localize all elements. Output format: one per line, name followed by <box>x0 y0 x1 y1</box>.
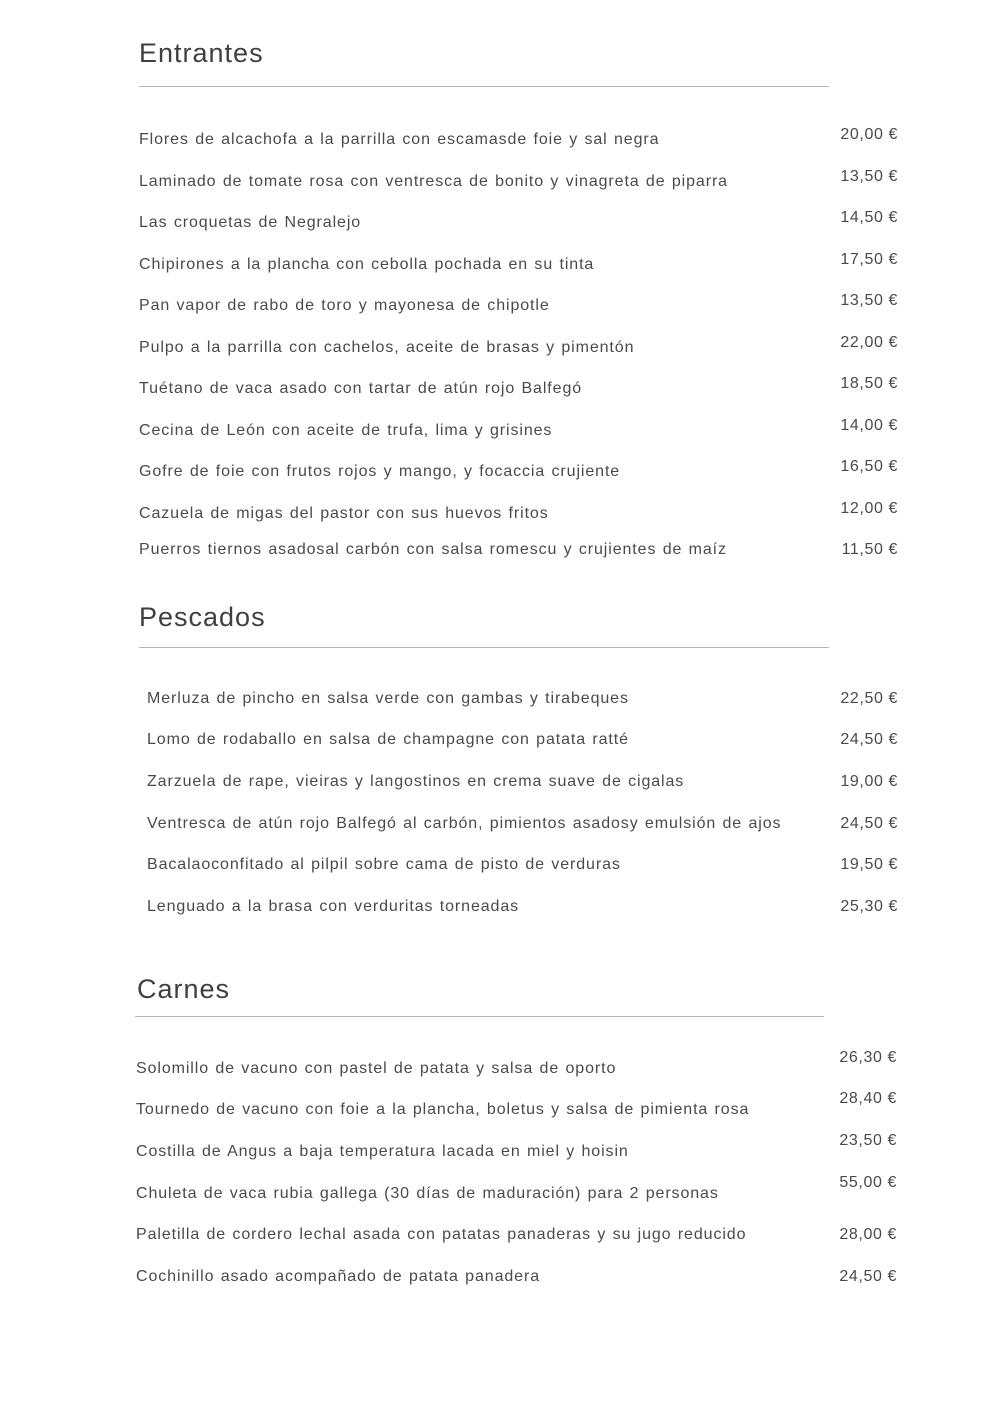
menu-item-name: Puerros tiernos asadosal carbón con salsa romescu y crujientes de maíz <box>139 541 727 558</box>
menu-item-name: Bacalaoconfitado al pilpil sobre cama de pisto de verduras <box>147 856 621 873</box>
menu-item-price: 14,50 € <box>840 209 898 226</box>
menu-item-price: 11,50 € <box>841 541 898 558</box>
menu-item-name: Solomillo de vacuno con pastel de patata y salsa de oporto <box>136 1060 617 1077</box>
menu-item-price: 14,00 € <box>840 417 898 434</box>
menu-item-price: 22,50 € <box>840 690 898 707</box>
menu-item-price: 28,40 € <box>839 1090 897 1107</box>
menu-item-name: Gofre de foie con frutos rojos y mango, y focaccia crujiente <box>139 463 621 480</box>
menu-item-name: Costilla de Angus a baja temperatura lacada en miel y hoisin <box>136 1143 629 1160</box>
menu-item-price: 20,00 € <box>840 126 898 143</box>
menu-item-price: 23,50 € <box>839 1132 897 1149</box>
menu-item-price: 13,50 € <box>840 168 898 185</box>
menu-item-name: Flores de alcachofa a la parrilla con escamasde foie y sal negra <box>139 131 660 148</box>
menu-item-price: 13,50 € <box>840 292 898 309</box>
menu-item-price: 12,00 € <box>840 500 898 517</box>
section-divider <box>139 86 829 87</box>
menu-item-name: Pulpo a la parrilla con cachelos, aceite de brasas y pimentón <box>139 339 635 356</box>
menu-item-name: Ventresca de atún rojo Balfegó al carbón, pimientos asadosy emulsión de ajos <box>147 815 782 832</box>
section-title: Pescados <box>139 602 266 632</box>
menu-item-price: 19,00 € <box>840 773 898 790</box>
menu-item-price: 18,50 € <box>840 375 898 392</box>
menu-item-price: 24,50 € <box>840 815 898 832</box>
menu-item-name: Tuétano de vaca asado con tartar de atún rojo Balfegó <box>139 380 583 397</box>
menu-item-price: 24,50 € <box>839 1268 897 1285</box>
menu-item-name: Lomo de rodaballo en salsa de champagne con patata ratté <box>147 731 629 748</box>
section-divider <box>139 647 829 648</box>
menu-item-name: Cecina de León con aceite de trufa, lima y grisines <box>139 422 553 439</box>
menu-item-price: 16,50 € <box>840 458 898 475</box>
menu-item-price: 19,50 € <box>840 856 898 873</box>
menu-item-name: Las croquetas de Negralejo <box>139 214 362 231</box>
menu-item-price: 25,30 € <box>840 898 898 915</box>
menu-item-name: Cochinillo asado acompañado de patata panadera <box>136 1268 541 1285</box>
menu-item-name: Chipirones a la plancha con cebolla pochada en su tinta <box>139 256 595 273</box>
menu-item-price: 28,00 € <box>839 1226 897 1243</box>
menu-item-price: 17,50 € <box>840 251 898 268</box>
menu-item-name: Zarzuela de rape, vieiras y langostinos en crema suave de cigalas <box>147 773 685 790</box>
section-title: Entrantes <box>139 38 264 68</box>
menu-item-name: Cazuela de migas del pastor con sus huevos fritos <box>139 505 549 522</box>
menu-item-name: Merluza de pincho en salsa verde con gambas y tirabeques <box>147 690 629 707</box>
section-title: Carnes <box>137 974 231 1004</box>
menu-item-price: 22,00 € <box>840 334 898 351</box>
menu-item-name: Paletilla de cordero lechal asada con patatas panaderas y su jugo reducido <box>136 1226 747 1243</box>
menu-item-price: 26,30 € <box>839 1049 897 1066</box>
menu-item-name: Laminado de tomate rosa con ventresca de bonito y vinagreta de piparra <box>139 173 728 190</box>
section-divider <box>135 1016 824 1017</box>
menu-item-name: Tournedo de vacuno con foie a la plancha, boletus y salsa de pimienta rosa <box>136 1101 750 1118</box>
menu-item-price: 55,00 € <box>839 1174 897 1191</box>
menu-item-name: Lenguado a la brasa con verduritas torneadas <box>147 898 520 915</box>
menu-item-price: 24,50 € <box>840 731 898 748</box>
menu-item-name: Pan vapor de rabo de toro y mayonesa de chipotle <box>139 297 550 314</box>
menu-item-name: Chuleta de vaca rubia gallega (30 días de maduración) para 2 personas <box>136 1185 719 1202</box>
